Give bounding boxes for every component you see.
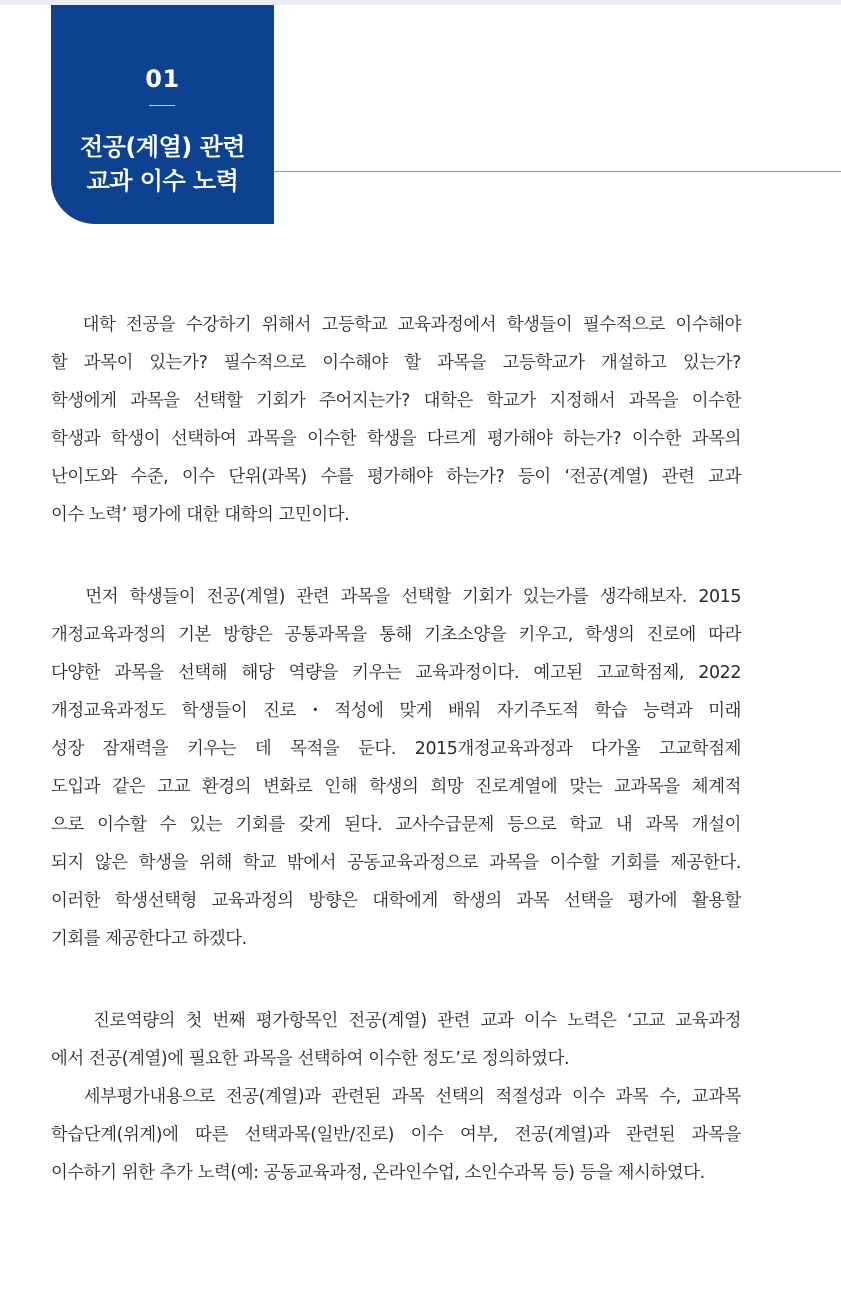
text-line: 이수하기 위한 추가 노력(예: 공동교육과정, 온라인수업, 소인수과목 등) 등을 제시하였다. [51, 1163, 705, 1183]
text-line: 먼저 학생들이 전공(계열) 관련 과목을 선택할 기회가 있는가를 생각해보자. 2015 [51, 587, 741, 607]
text-line: 성장 잠재력을 키우는 데 목적을 둔다. 2015개정교육과정과 다가올 고교학점제 [51, 739, 741, 759]
text-line: 이러한 학생선택형 교육과정의 방향은 대학에게 학생의 과목 선택을 평가에 활용할 [51, 891, 741, 911]
section-title [51, 130, 274, 198]
text-line: 진로역량의 첫 번째 평가항목인 전공(계열) 관련 교과 이수 노력은 ‘고교 교육과정 [51, 1011, 741, 1031]
text-line: 할 과목이 있는가? 필수적으로 이수해야 할 과목을 고등학교가 개설하고 있는가? [51, 353, 741, 373]
text-line: 다양한 과목을 선택해 해당 역량을 키우는 교육과정이다. 예고된 고교학점제, 2022 [51, 663, 741, 683]
text-line: 으로 이수할 수 있는 기회를 갖게 된다. 교사수급문제 등으로 학교 내 과목 개설이 [51, 815, 741, 835]
text-line: 난이도와 수준, 이수 단위(과목) 수를 평가해야 하는가? 등이 ‘전공(계열) 관련 교과 [51, 467, 741, 487]
section-tab [51, 5, 274, 224]
text-line: 개정교육과정도 학생들이 진로・적성에 맞게 배워 자기주도적 학습 능력과 미래 [51, 701, 742, 721]
paragraph-3 [51, 1002, 741, 1192]
text-line: 개정교육과정의 기본 방향은 공통과목을 통해 기초소양을 키우고, 학생의 진로에 따라 [51, 625, 741, 645]
text-line: 학생에게 과목을 선택할 기회가 주어지는가? 대학은 학교가 지정해서 과목을 이수한 [51, 391, 741, 411]
text-line: 대학 전공을 수강하기 위해서 고등학교 교육과정에서 학생들이 필수적으로 이수해야 [51, 315, 741, 335]
text-line: 되지 않은 학생을 위해 학교 밖에서 공동교육과정으로 과목을 이수할 기회를 제공한다. [51, 853, 741, 873]
text-line: 학습단계(위계)에 따른 선택과목(일반/진로) 이수 여부, 전공(계열)과 관련된 과목을 [51, 1125, 741, 1145]
header-rule [272, 171, 841, 172]
body-text [51, 306, 741, 1192]
text-line: 세부평가내용으로 전공(계열)과 관련된 과목 선택의 적절성과 이수 과목 수, 교과목 [51, 1087, 741, 1107]
text-line: 도입과 같은 고교 환경의 변화로 인해 학생의 희망 진로계열에 맞는 교과목을 체계적 [51, 777, 741, 797]
paragraph-2 [51, 578, 741, 958]
paragraph-1 [51, 306, 741, 534]
section-divider [149, 105, 175, 106]
section-title-line-2: 교과 이수 노력 [86, 167, 239, 195]
text-line: 학생과 학생이 선택하여 과목을 이수한 학생을 다르게 평가해야 하는가? 이수한 과목의 [51, 429, 741, 449]
section-title-line-1: 전공(계열) 관련 [80, 133, 245, 161]
text-line: 기회를 제공한다고 하겠다. [51, 929, 247, 949]
text-line: 에서 전공(계열)에 필요한 과목을 선택하여 이수한 정도’로 정의하였다. [51, 1049, 570, 1069]
text-line: 이수 노력’ 평가에 대한 대학의 고민이다. [51, 505, 350, 525]
section-number: 01 [145, 65, 180, 93]
